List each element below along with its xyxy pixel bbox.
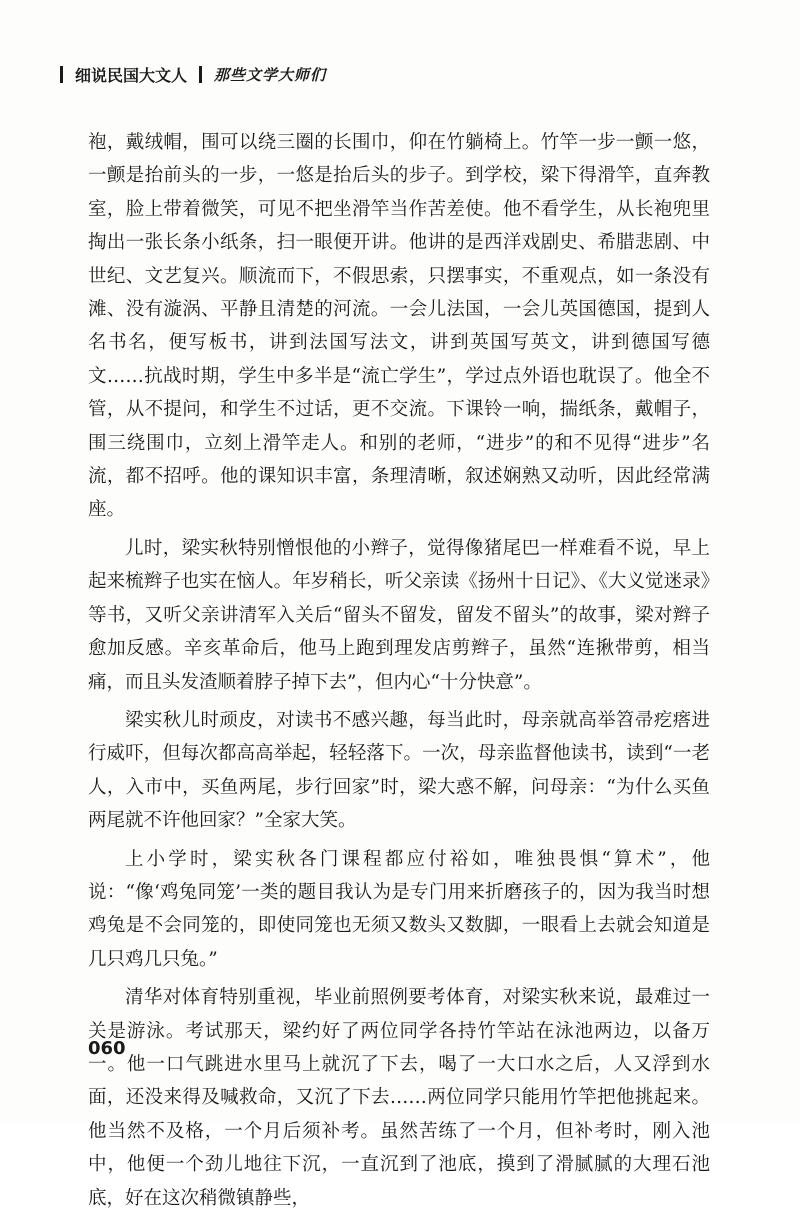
- header-bar-left: [60, 66, 63, 83]
- section-title: 那些文学大师们: [214, 65, 327, 84]
- paragraph: 梁实秋儿时顽皮，对读书不感兴趣，每当此时，母亲就高举笤帚疙瘩进行威吓，但每次都高高举起，轻轻落下。一次，母亲监督他读书，读到“一老人，入市中，买鱼两尾，步行回家”时，梁大惑不解，问母亲：“为什么买鱼两尾就不许他回家？”全家大笑。: [88, 709, 710, 832]
- header-bar-divider: [199, 66, 202, 83]
- page-number: 060: [88, 1038, 126, 1059]
- book-title: 细说民国大文人: [75, 65, 188, 85]
- paragraph: 清华对体育特别重视，毕业前照例要考体育，对梁实秋来说，最难过一关是游泳。考试那天，梁约好了两位同学各持竹竿站在泳池两边，以备万一。他一口气跳进水里马上就沉了下去，喝了一大口水之后，人又浮到水面，还没来得及喊救命，又沉了下去……两位同学只能用竹竿把他挑起来。他当然不及格，一个月后须补考。虽然苦练了一个月，但补考时，刚入池中，他便一个劲儿地往下沉，一直沉到了池底，摸到了滑腻腻的大理石池底，好在这次稍微镇静些，: [88, 987, 710, 1209]
- paragraph: 儿时，梁实秋特别憎恨他的小辫子，觉得像猪尾巴一样难看不说，早上起来梳辫子也实在恼人。年岁稍长，听父亲读《扬州十日记》、《大义觉迷录》等书，又听父亲讲清军入关后“留头不留发，留发不留头”的故事，梁对辫子愈加反感。辛亥革命后，他马上跑到理发店剪辫子，虽然“连揪带剪，相当痛，而且头发渣顺着脖子掉下去”，但内心“十分快意”。: [88, 537, 710, 693]
- running-header: [60, 62, 326, 86]
- body-text: [88, 126, 710, 1220]
- paragraph: 上小学时，梁实秋各门课程都应付裕如，唯独畏惧“算术”，他说：“像‘鸡兔同笼’一类的题目我认为是专门用来折磨孩子的，因为我当时想鸡兔是不会同笼的，即使同笼也无须又数头又数脚，一眼看上去就会知道是几只鸡几只兔。”: [88, 848, 710, 970]
- paragraph-continued: 袍，戴绒帽，围可以绕三圈的长围巾，仰在竹躺椅上。竹竿一步一颤一悠，一颤是抬前头的一步，一悠是抬后头的步子。到学校，梁下得滑竿，直奔教室，脸上带着微笑，可见不把坐滑竿当作苦差使。他不看学生，从长袍兜里掏出一张长条小纸条，扫一眼便开讲。他讲的是西洋戏剧史、希腊悲剧、中世纪、文艺复兴。顺流而下，不假思索，只摆事实，不重观点，如一条没有滩、没有漩涡、平静且清楚的河流。一会儿法国，一会儿英国德国，提到人名书名，便写板书，讲到法国写法文，讲到英国写英文，讲到德国写德文……抗战时期，学生中多半是“流亡学生”，学过点外语也耽误了。他全不管，从不提问，和学生不过话，更不交流。下课铃一响，揣纸条，戴帽子，围三绕围巾，立刻上滑竿走人。和别的老师，“进步”的和不见得“进步”名流，都不招呼。他的课知识丰富，条理清晰，叙述娴熟又动听，因此经常满座。: [88, 132, 710, 521]
